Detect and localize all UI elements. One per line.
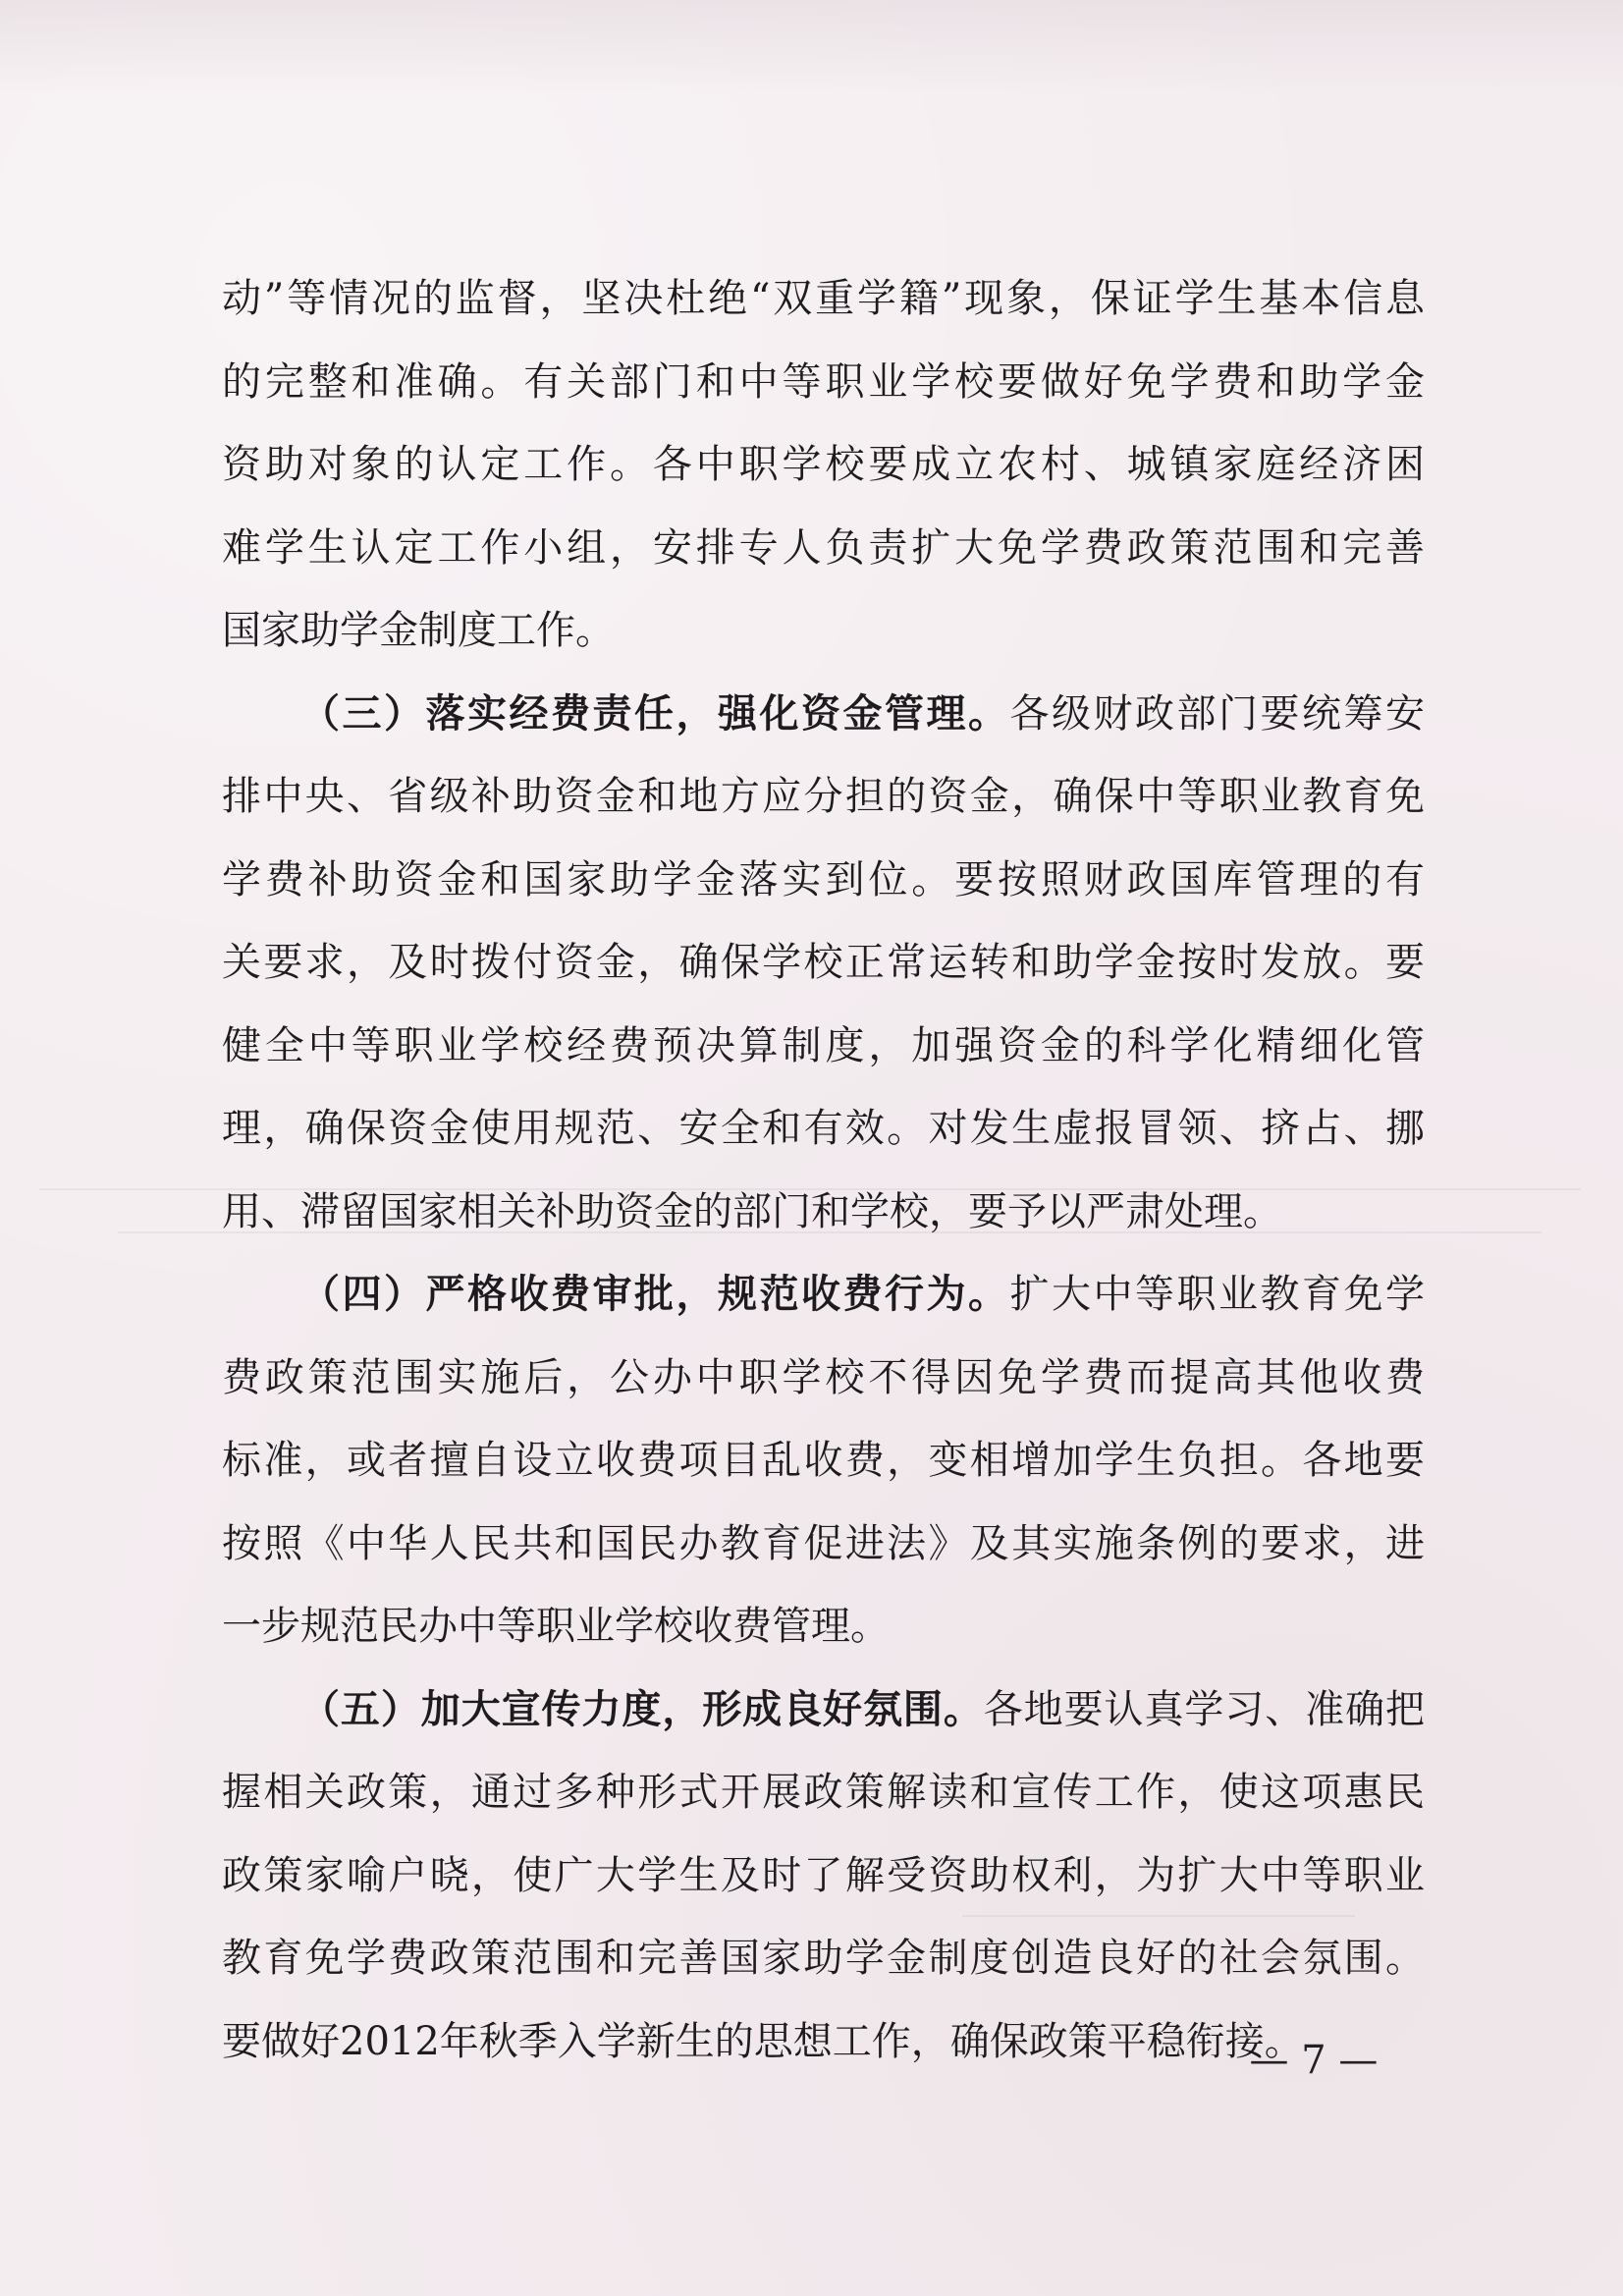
page-number: — 7 — [1249,2038,1379,2083]
text-line: 关要求，及时拨付资金，确保学校正常运转和助学金按时发放。要 [222,940,1425,985]
section-4-first-line [222,1253,1425,1337]
section-3-text: 各级财政部门要统筹安 [1009,690,1425,737]
document-body [222,257,1425,2083]
section-5-text: 各地要认真学习、准确把 [983,1686,1426,1732]
text-line: 政策家喻户晓，使广大学生及时了解受资助权利，为扩大中等职业 [222,1852,1425,1898]
scan-shadow [0,0,1623,93]
text-line: 教育免学费政策范围和完善国家助学金制度创造良好的社会氛围。 [222,1936,1425,1981]
text-line: 用、滞留国家相关补助资金的部门和学校，要予以严肃处理。 [222,1188,1282,1234]
text-line: 难学生认定工作小组，安排专人负责扩大免学费政策范围和完善 [222,524,1425,571]
section-5-heading: （五）加大宣传力度，形成良好氛围。 [300,1685,984,1732]
text-line: 握相关政策，通过多种形式开展政策解读和宣传工作，使这项惠民 [222,1770,1425,1815]
section-3-heading: （三）落实经费责任，强化资金管理。 [300,689,1010,737]
text-line: 一步规范民办中等职业学校收费管理。 [222,1604,890,1649]
text-line: 费政策范围实施后，公办中职学校不得因免学费而提高其他收费 [222,1354,1425,1400]
text-line: 的完整和准确。有关部门和中等职业学校要做好免学费和助学金 [222,358,1425,405]
text-line: 学费补助资金和国家助学金落实到位。要按照财政国库管理的有 [222,856,1425,902]
text-line: 理，确保资金使用规范、安全和有效。对发生虚报冒领、挤占、挪 [222,1106,1425,1151]
text-line: 资助对象的认定工作。各中职学校要成立农村、城镇家庭经济困 [222,442,1425,487]
text-line: 按照《中华人民共和国民办教育促进法》及其实施条例的要求，进 [222,1520,1425,1566]
text-line: 健全中等职业学校经费预决算制度，加强资金的科学化精细化管 [222,1022,1425,1068]
section-5-first-line [222,1668,1425,1752]
text-line: 标准，或者擅自设立收费项目乱收费，变相增加学生负担。各地要 [222,1438,1425,1483]
text-line: 动”等情况的监督，坚决杜绝“双重学籍”现象，保证学生基本信息 [222,276,1425,321]
text-line: 要做好2012年秋季入学新生的思想工作，确保政策平稳衔接。 [222,2018,1304,2064]
text-line: 国家助学金制度工作。 [222,608,615,653]
section-4-heading: （四）严格收费审批，规范收费行为。 [300,1271,1010,1317]
section-4-text: 扩大中等职业教育免学 [1009,1272,1425,1317]
section-3-first-line [222,673,1425,756]
text-line: 排中央、省级补助资金和地方应分担的资金，确保中等职业教育免 [222,774,1425,819]
